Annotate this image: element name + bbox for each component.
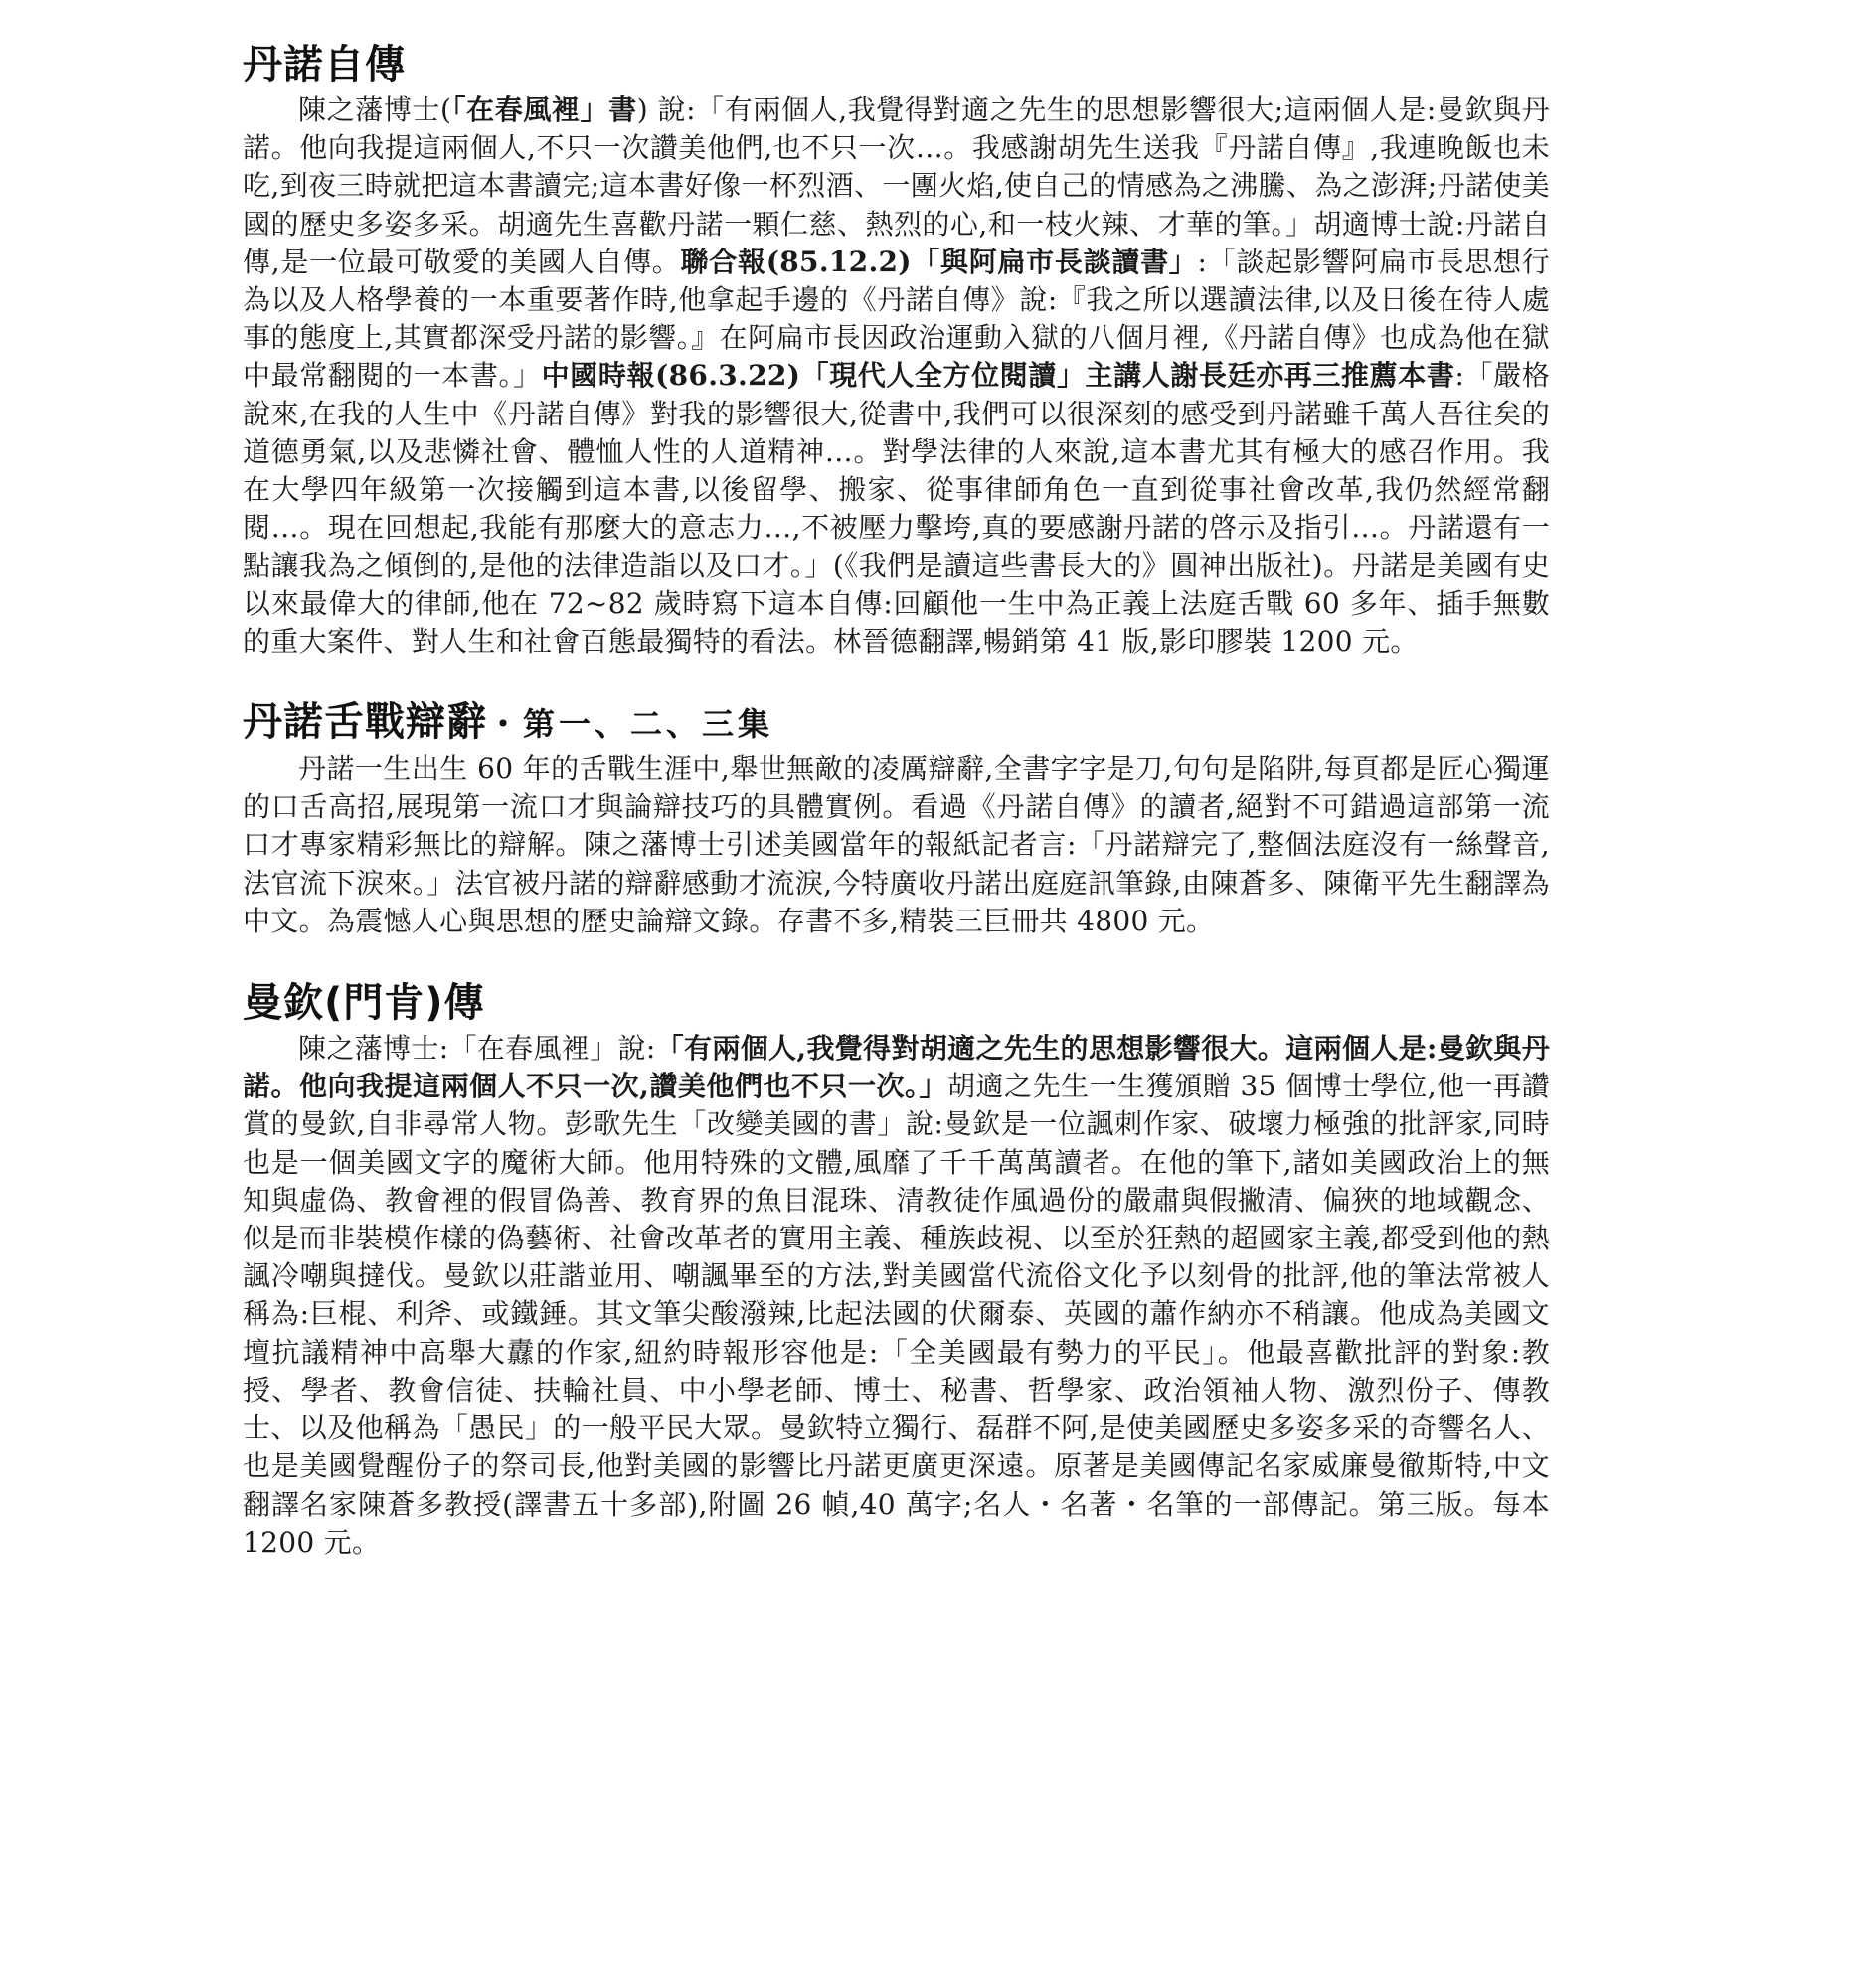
section-title-subtitle: ・第一、二、三集 [487, 705, 774, 744]
section-title: 曼欽(門肯)傳 [243, 980, 485, 1027]
section-mencken-biography [243, 978, 1550, 1562]
section-title: 丹諾舌戰辯辭・第一、二、三集 [243, 699, 774, 746]
section-title: 丹諾自傳 [243, 42, 406, 87]
document-page [243, 40, 1550, 1562]
section-paragraph: 丹諾一生出生 60 年的舌戰生涯中,舉世無敵的凌厲辯辭,全書字字是刀,句句是陷阱,每頁都是匠心獨運的口舌高招,展現第一流口才與論辯技巧的具體實例。看過《丹諾自傳》的讀者,絕對不可錯過這部第一流口才專家精彩無比的辯解。陳之藩博士引述美國當年的報紙記者言:「丹諾辯完了,整個法庭沒有一絲聲音,法官流下淚來。」法官被丹諾的辯辭感動才流淚,今特廣收丹諾出庭庭訊筆錄,由陳蒼多、陳衛平先生翻譯為中文。為震憾人心與思想的歷史論辯文錄。存書不多,精裝三巨冊共 4800 元。 [243, 752, 1550, 937]
section-paragraph: 陳之藩博士(「在春風裡」書) 說:「有兩個人,我覺得對適之先生的思想影響很大;這兩個人是:曼欽與丹諾。他向我提這兩個人,不只一次讚美他們,也不只一次…。我感謝胡先生送我『丹諾自傳』,我連晚飯也未吃,到夜三時就把這本書讀完;這本書好像一杯烈酒、一團火焰,使自己的情感為之沸騰、為之澎湃;丹諾使美國的歷史多姿多采。胡適先生喜歡丹諾一顆仁慈、熱烈的心,和一枝火辣、才華的筆。」胡適博士說:丹諾自傳,是一位最可敬愛的美國人自傳。聯合報(85.12.2)「與阿扁市長談讀書」:「談起影響阿扁市長思想行為以及人格學養的一本重要著作時,他拿起手邊的《丹諾自傳》說:『我之所以選讀法律,以及日後在待人處事的態度上,其實都深受丹諾的影響。』在阿扁市長因政治運動入獄的八個月裡,《丹諾自傳》也成為他在獄中最常翻閱的一本書。」中國時報(86.3.22)「現代人全方位閱讀」主講人謝長廷亦再三推薦本書:「嚴格說來,在我的人生中《丹諾自傳》對我的影響很大,從書中,我們可以很深刻的感受到丹諾雖千萬人吾往矣的道德勇氣,以及悲憐社會、體恤人性的人道精神…。對學法律的人來說,這本書尤其有極大的感召作用。我在大學四年級第一次接觸到這本書,以後留學、搬家、從事律師角色一直到從事社會改革,我仍然經常翻閱…。現在回想起,我能有那麼大的意志力…,不被壓力擊垮,真的要感謝丹諾的啓示及指引…。丹諾還有一點讓我為之傾倒的,是他的法律造詣以及口才。」(《我們是讀這些書長大的》圓神出版社)。丹諾是美國有史以來最偉大的律師,他在 72~82 歲時寫下這本自傳:回顧他一生中為正義上法庭舌戰 60 多年、插手無數的重大案件、對人生和社會百態最獨特的看法。林晉德翻譯,暢銷第 41 版,影印膠裝 1200 元。 [243, 93, 1551, 658]
section-danuo-autobiography [243, 40, 1550, 661]
section-danuo-debates [243, 697, 1550, 940]
section-paragraph: 陳之藩博士:「在春風裡」說:「有兩個人,我覺得對胡適之先生的思想影響很大。這兩個人是:曼欽與丹諾。他向我提這兩個人不只一次,讚美他們也不只一次。」胡適之先生一生獲頒贈 35 個博士學位,他一再讚賞的曼欽,自非尋常人物。彭歌先生「改變美國的書」說:曼欽是一位諷刺作家、破壞力極強的批評家,同時也是一個美國文字的魔術大師。他用特殊的文體,風靡了千千萬萬讀者。在他的筆下,諸如美國政治上的無知與虛偽、教會裡的假冒偽善、教育界的魚目混珠、清教徒作風過份的嚴肅與假撇清、偏狹的地域觀念、似是而非裝模作樣的偽藝術、社會改革者的實用主義、種族歧視、以至於狂熱的超國家主義,都受到他的熱諷冷嘲與撻伐。曼欽以莊諧並用、嘲諷畢至的方法,對美國當代流俗文化予以刻骨的批評,他的筆法常被人稱為:巨棍、利斧、或鐵錘。其文筆尖酸潑辣,比起法國的伏爾泰、英國的蕭作納亦不稍讓。他成為美國文壇抗議精神中高舉大纛的作家,紐約時報形容他是:「全美國最有勢力的平民」。他最喜歡批評的對象:教授、學者、教會信徒、扶輪社員、中小學老師、博士、秘書、哲學家、政治領袖人物、激烈份子、傳教士、以及他稱為「愚民」的一般平民大眾。曼欽特立獨行、磊群不阿,是使美國歷史多姿多采的奇響名人、也是美國覺醒份子的祭司長,他對美國的影響比丹諾更廣更深遠。原著是美國傳記名家威廉曼徹斯特,中文翻譯名家陳蒼多教授(譯書五十多部),附圖 26 幀,40 萬字;名人・名著・名筆的一部傳記。第三版。每本 1200 元。 [243, 1032, 1550, 1559]
